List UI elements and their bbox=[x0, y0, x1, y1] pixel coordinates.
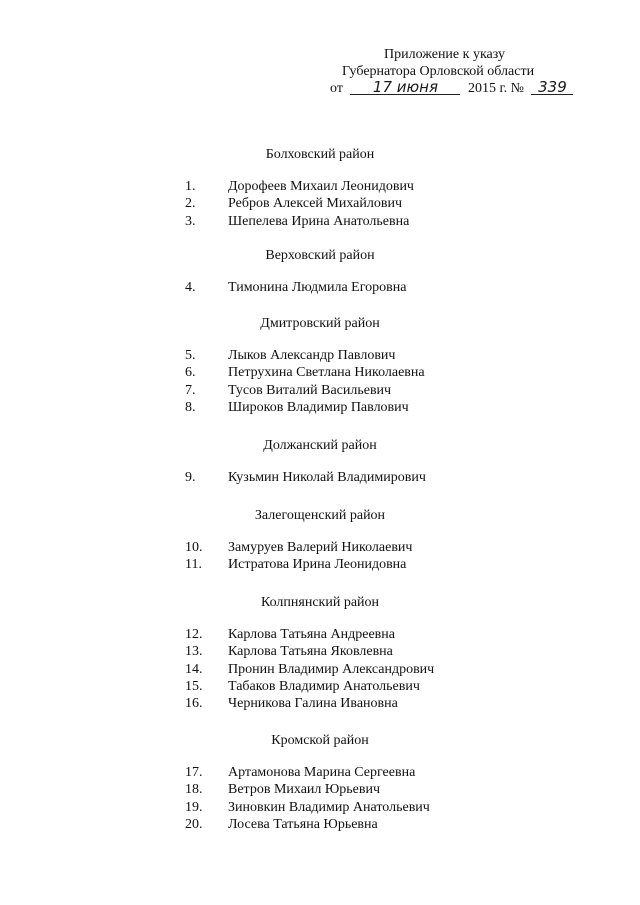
list-item-name: Зиновкин Владимир Анатольевич bbox=[228, 799, 430, 815]
list-item-number: 18. bbox=[185, 782, 203, 798]
list-item-number: 2. bbox=[185, 196, 196, 212]
district-title: Должанский район bbox=[263, 438, 377, 453]
list-item-name: Ребров Алексей Михайлович bbox=[228, 196, 402, 212]
list-item-number: 20. bbox=[185, 816, 203, 832]
from-label: от bbox=[330, 81, 343, 96]
list-item-name: Табаков Владимир Анатольевич bbox=[228, 678, 420, 694]
list-item-name: Широков Владимир Павлович bbox=[228, 399, 409, 415]
list-item-name: Черникова Галина Ивановна bbox=[228, 696, 398, 712]
list-item-name: Тусов Виталий Васильевич bbox=[228, 382, 392, 398]
list-item-name: Ветров Михаил Юрьевич bbox=[228, 782, 381, 798]
list-item-name: Дорофеев Михаил Леонидович bbox=[228, 179, 414, 194]
list-item-number: 12. bbox=[185, 627, 203, 642]
district-title: Дмитровский район bbox=[260, 316, 380, 331]
list-item-number: 15. bbox=[185, 678, 203, 694]
list-item-name: Лыков Александр Павлович bbox=[228, 348, 396, 363]
list-item-name: Артамонова Марина Сергеевна bbox=[228, 765, 416, 780]
list-item-number: 7. bbox=[185, 382, 196, 398]
district-title: Колпнянский район bbox=[260, 595, 380, 610]
list-item-number: 4. bbox=[185, 280, 196, 295]
header-line-governor: Губернатора Орловской области bbox=[342, 64, 535, 79]
list-item-number: 8. bbox=[185, 399, 196, 415]
list-item-name: Пронин Владимир Александрович bbox=[228, 661, 435, 677]
list-item-name: Шепелева Ирина Анатольевна bbox=[228, 213, 410, 229]
list-item-number: 6. bbox=[185, 365, 196, 381]
list-item-name: Кузьмин Николай Владимирович bbox=[228, 470, 426, 485]
list-item-number: 10. bbox=[185, 540, 203, 555]
district-title: Болховский район bbox=[265, 147, 375, 162]
list-item-number: 5. bbox=[185, 348, 196, 363]
list-item-number: 11. bbox=[185, 557, 202, 573]
list-item-number: 19. bbox=[185, 799, 203, 815]
list-item-name: Петрухина Светлана Николаевна bbox=[228, 365, 425, 381]
list-item-number: 13. bbox=[185, 644, 203, 660]
list-item-name: Замуруев Валерий Николаевич bbox=[228, 540, 413, 555]
list-item-number: 16. bbox=[185, 696, 203, 712]
list-item-name: Лосева Татьяна Юрьевна bbox=[228, 816, 378, 832]
list-item-number: 3. bbox=[185, 213, 196, 229]
list-item-name: Карлова Татьяна Андреевна bbox=[228, 627, 395, 642]
list-item-name: Тимонина Людмила Егоровна bbox=[228, 280, 407, 295]
list-item-number: 14. bbox=[185, 661, 203, 677]
header-line-appendix: Приложение к указу bbox=[384, 47, 505, 62]
list-item-name: Истратова Ирина Леонидовна bbox=[228, 557, 407, 573]
list-item-number: 1. bbox=[185, 179, 196, 194]
list-item-number: 9. bbox=[185, 470, 196, 485]
list-item-name: Карлова Татьяна Яковлевна bbox=[228, 644, 393, 660]
district-title: Залегощенский район bbox=[254, 508, 386, 523]
header-line-date bbox=[330, 80, 573, 97]
list-item-number: 17. bbox=[185, 765, 203, 780]
handwritten-number: 339 bbox=[531, 80, 573, 95]
district-title: Кромской район bbox=[271, 733, 369, 748]
handwritten-date: 17 июня bbox=[350, 80, 460, 95]
district-title: Верховский район bbox=[265, 248, 375, 263]
year-number-label: 2015 г. № bbox=[467, 81, 524, 96]
